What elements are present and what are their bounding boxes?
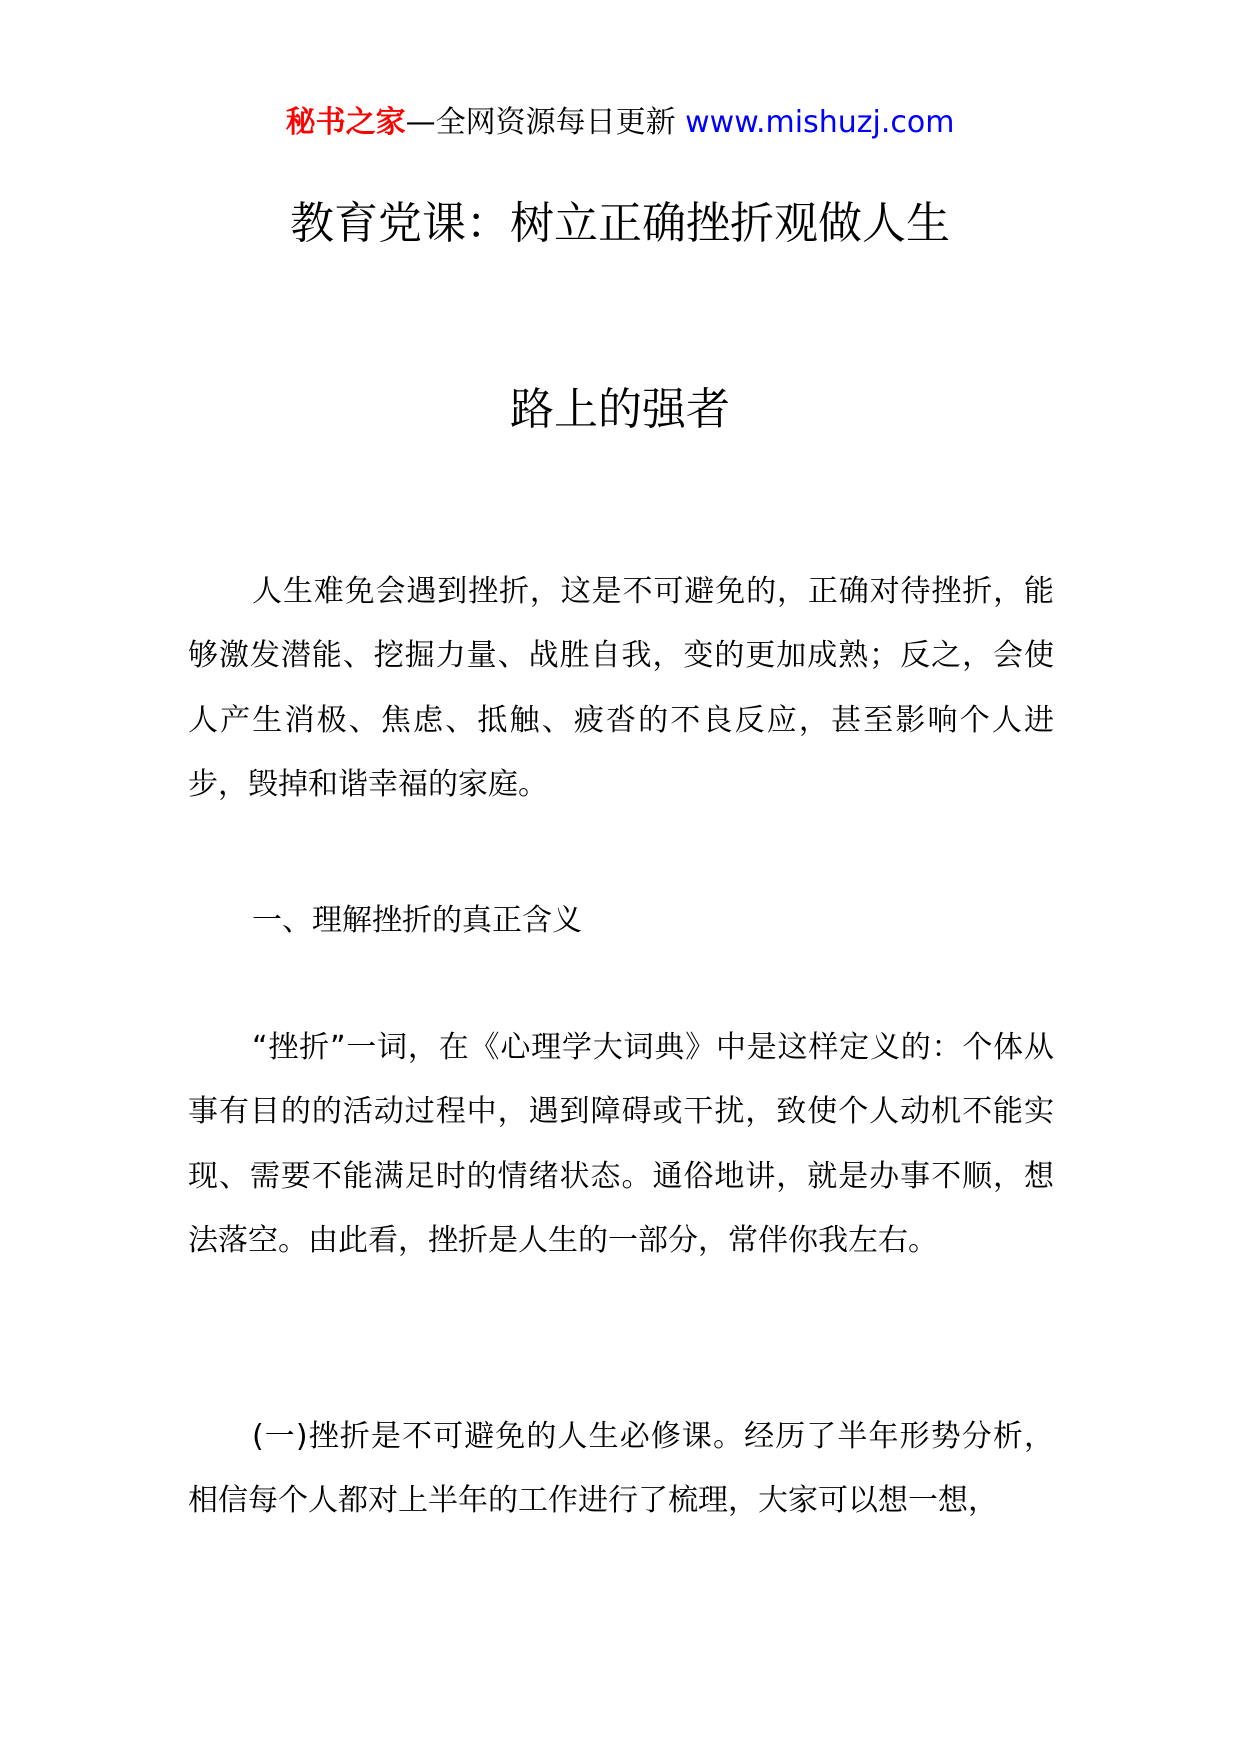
document-title-line-1: 教育党课：树立正确挫折观做人生 [290, 198, 950, 249]
section-heading-1: 一、理解挫折的真正含义 [252, 903, 582, 938]
paragraph-definition: “挫折”一词，在《心理学大词典》中是这样定义的：个体从事有目的的活动过程中，遇到障碍或干扰，致使个人动机不能实现、需要不能满足时的情绪状态。通俗地讲，就是办事不顺，想法落空。由此看，挫折是人生的一部分，常伴你我左右。 [188, 1030, 1054, 1259]
site-tagline: —全网资源每日更新 [405, 105, 686, 140]
site-url-link[interactable]: www.mishuzj.com [685, 105, 955, 140]
document-title-line-2: 路上的强者 [510, 384, 730, 435]
site-header [0, 100, 1240, 146]
paragraph-intro: 人生难免会遇到挫折，这是不可避免的，正确对待挫折，能够激发潜能、挖掘力量、战胜自我，变的更加成熟；反之，会使人产生消极、焦虑、抵触、疲沓的不良反应，甚至影响个人进步，毁掉和谐幸福的家庭。 [188, 574, 1054, 803]
site-name: 秘书之家 [285, 105, 406, 140]
paragraph-subsection-1: (一)挫折是不可避免的人生必修课。经历了半年形势分析，相信每个人都对上半年的工作进行了梳理，大家可以想一想， [188, 1419, 1054, 1519]
